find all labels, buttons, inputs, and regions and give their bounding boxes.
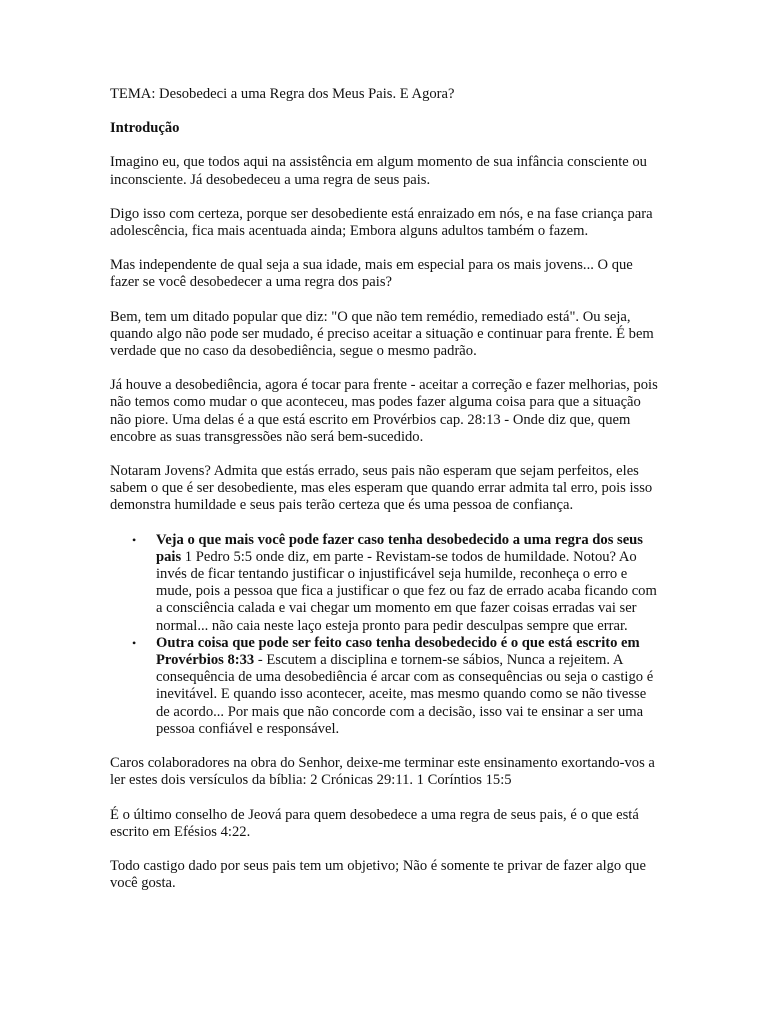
section-heading: Introdução (110, 120, 180, 137)
paragraph: Já houve a desobediência, agora é tocar para frente - aceitar a correção e fazer melhorias, pois não temos como mudar o que aconteceu, mas podes fazer alguma coisa para que a situação não piore. Uma delas é a que está escrito em Provérbios cap. 28:13 - Onde diz que, quem encobre as suas transgressões não será bem-sucedido. (110, 377, 658, 445)
paragraph: Mas independente de qual seja a sua idade, mais em especial para os mais jovens... O que fazer se você desobedecer a uma regra dos pais? (110, 257, 633, 291)
bullet-bold-text: Outra coisa que pode ser feito caso tenha desobedecido é o que está escrito em Provérbios 8:33 (156, 634, 640, 669)
bullet-item (132, 634, 658, 738)
bullet-text: 1 Pedro 5:5 onde diz, em parte - Revistam-se todos de humildade. Notou? Ao invés de ficar tentando justificar o injustificável seja humilde, reconheça o erro e mude, pois a pessoa que fica a justificar o que fez ou faz de errado acaba ficando com a consciência calada e vai chegar um momento em que fazer coisas erradas vai ser normal... não caia neste laço esteja pronto para pedir desculpas sempre que errar. (156, 548, 657, 634)
bullet-item (132, 531, 658, 635)
paragraph: Notaram Jovens? Admita que estás errado, seus pais não esperam que sejam perfeitos, eles sabem o que é ser desobediente, mas eles esperam que quando errar admita tal erro, pois isso demonstra humildade e seus pais terão certeza que és uma pessoa de confiança. (110, 463, 653, 514)
paragraph: Imagino eu, que todos aqui na assistência em algum momento de sua infância consciente ou inconsciente. Já desobedeceu a uma regra de seus pais. (110, 154, 647, 188)
document-title: TEMA: Desobedeci a uma Regra dos Meus Pais. E Agora? (110, 86, 455, 102)
paragraph: Todo castigo dado por seus pais tem um objetivo; Não é somente te privar de fazer algo que você gosta. (110, 857, 646, 892)
bullet-bold-text: Veja o que mais você pode fazer caso tenha desobedecido a uma regra dos seus pais (156, 531, 643, 565)
bullet-text: - Escutem a disciplina e tornem-se sábios, Nunca a rejeitem. A consequência de uma desobediência é arcar com as consequências ou seja o castigo é inevitável. E quando isso acontecer, aceite, mas mesmo quando como se não tivesse de acordo... Por mais que não concorde com a decisão, isso vai te ensinar a ser uma pessoa confiável e responsável. (156, 652, 654, 737)
document-page (110, 86, 658, 909)
bullet-list (110, 532, 658, 738)
bullet-icon: • (132, 532, 137, 547)
paragraph: Bem, tem um ditado popular que diz: "O que não tem remédio, remediado está". Ou seja, quando algo não pode ser mudado, é preciso aceitar a situação e continuar para frente. É bem verdade que no caso da desobediência, segue o mesmo padrão. (110, 308, 654, 360)
paragraph: Caros colaboradores na obra do Senhor, deixe-me terminar este ensinamento exortando-vos a ler estes dois versículos da bíblia: 2 Crónicas 29:11. 1 Coríntios 15:5 (110, 755, 655, 789)
bullet-icon: • (132, 635, 137, 650)
paragraph: Digo isso com certeza, porque ser desobediente está enraizado em nós, e na fase criança para adolescência, fica mais acentuada ainda; Embora alguns adultos também o fazem. (110, 205, 653, 240)
paragraph: É o último conselho de Jeová para quem desobedece a uma regra de seus pais, é o que está escrito em Efésios 4:22. (110, 806, 639, 840)
